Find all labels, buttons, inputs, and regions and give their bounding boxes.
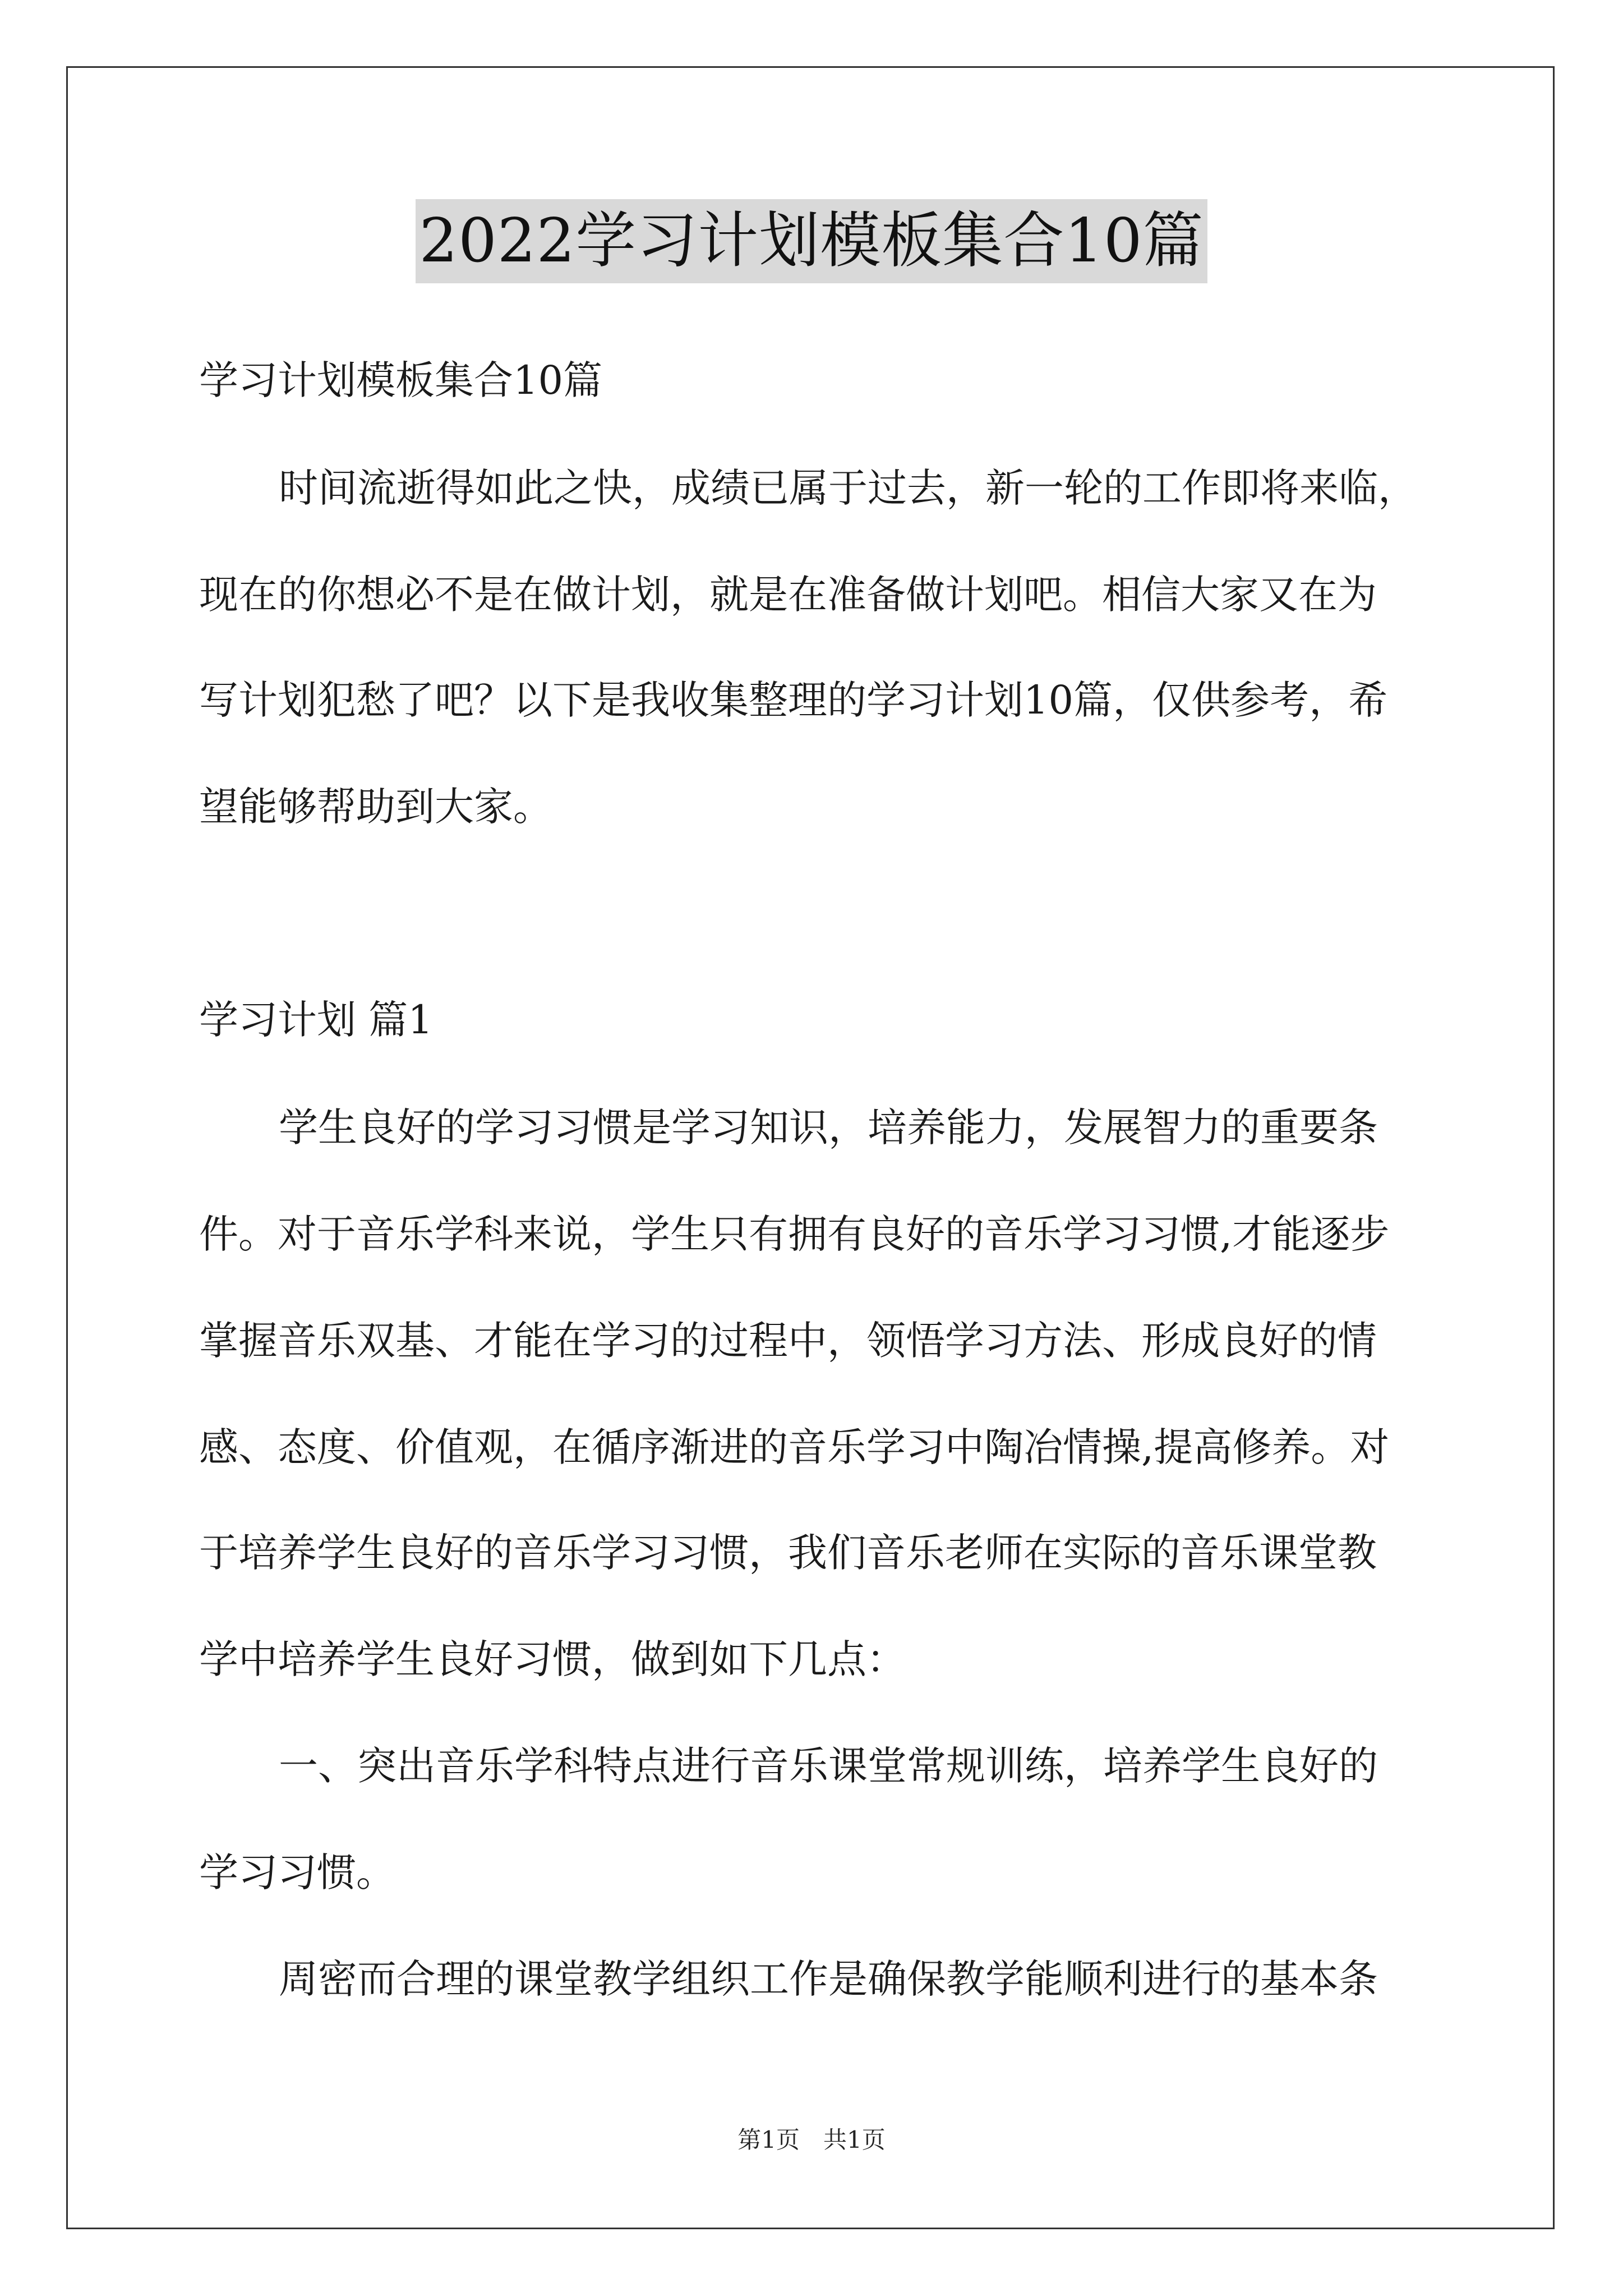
intro-line: 望能够帮助到大家。 (199, 784, 552, 830)
page-footer: 第1页 共1页 (737, 2126, 886, 2154)
section-line: 于培养学生良好的音乐学习习惯，我们音乐老师在实际的音乐课堂教 (199, 1530, 1377, 1576)
section-line: 感、态度、价值观，在循序渐进的音乐学习中陶冶情操,提高修养。对 (199, 1424, 1390, 1470)
section-line: 学习习惯。 (199, 1849, 395, 1895)
intro-line: 时间流逝得如此之快，成绩已属于过去，新一轮的工作即将来临， (279, 465, 1417, 511)
intro-line: 写计划犯愁了吧？以下是我收集整理的学习计划10篇，仅供参考，希 (199, 677, 1388, 723)
title-container (0, 199, 1623, 283)
section-line: 周密而合理的课堂教学组织工作是确保教学能顺利进行的基本条 (279, 1956, 1378, 2002)
section-line: 学生良好的学习习惯是学习知识，培养能力，发展智力的重要条 (279, 1105, 1378, 1151)
section-line: 学中培养学生良好习惯，做到如下几点： (199, 1636, 906, 1682)
document-subtitle: 学习计划模板集合10篇 (199, 357, 603, 403)
document-title: 2022学习计划模板集合10篇 (416, 199, 1207, 283)
intro-line: 现在的你想必不是在做计划，就是在准备做计划吧。相信大家又在为 (199, 572, 1377, 618)
section-heading: 学习计划 篇1 (199, 997, 433, 1043)
section-line: 件。对于音乐学科来说，学生只有拥有良好的音乐学习习惯,才能逐步 (199, 1211, 1390, 1257)
section-line: 一、突出音乐学科特点进行音乐课堂常规训练，培养学生良好的 (279, 1743, 1378, 1789)
section-line: 掌握音乐双基、才能在学习的过程中，领悟学习方法、形成良好的情 (199, 1318, 1377, 1364)
